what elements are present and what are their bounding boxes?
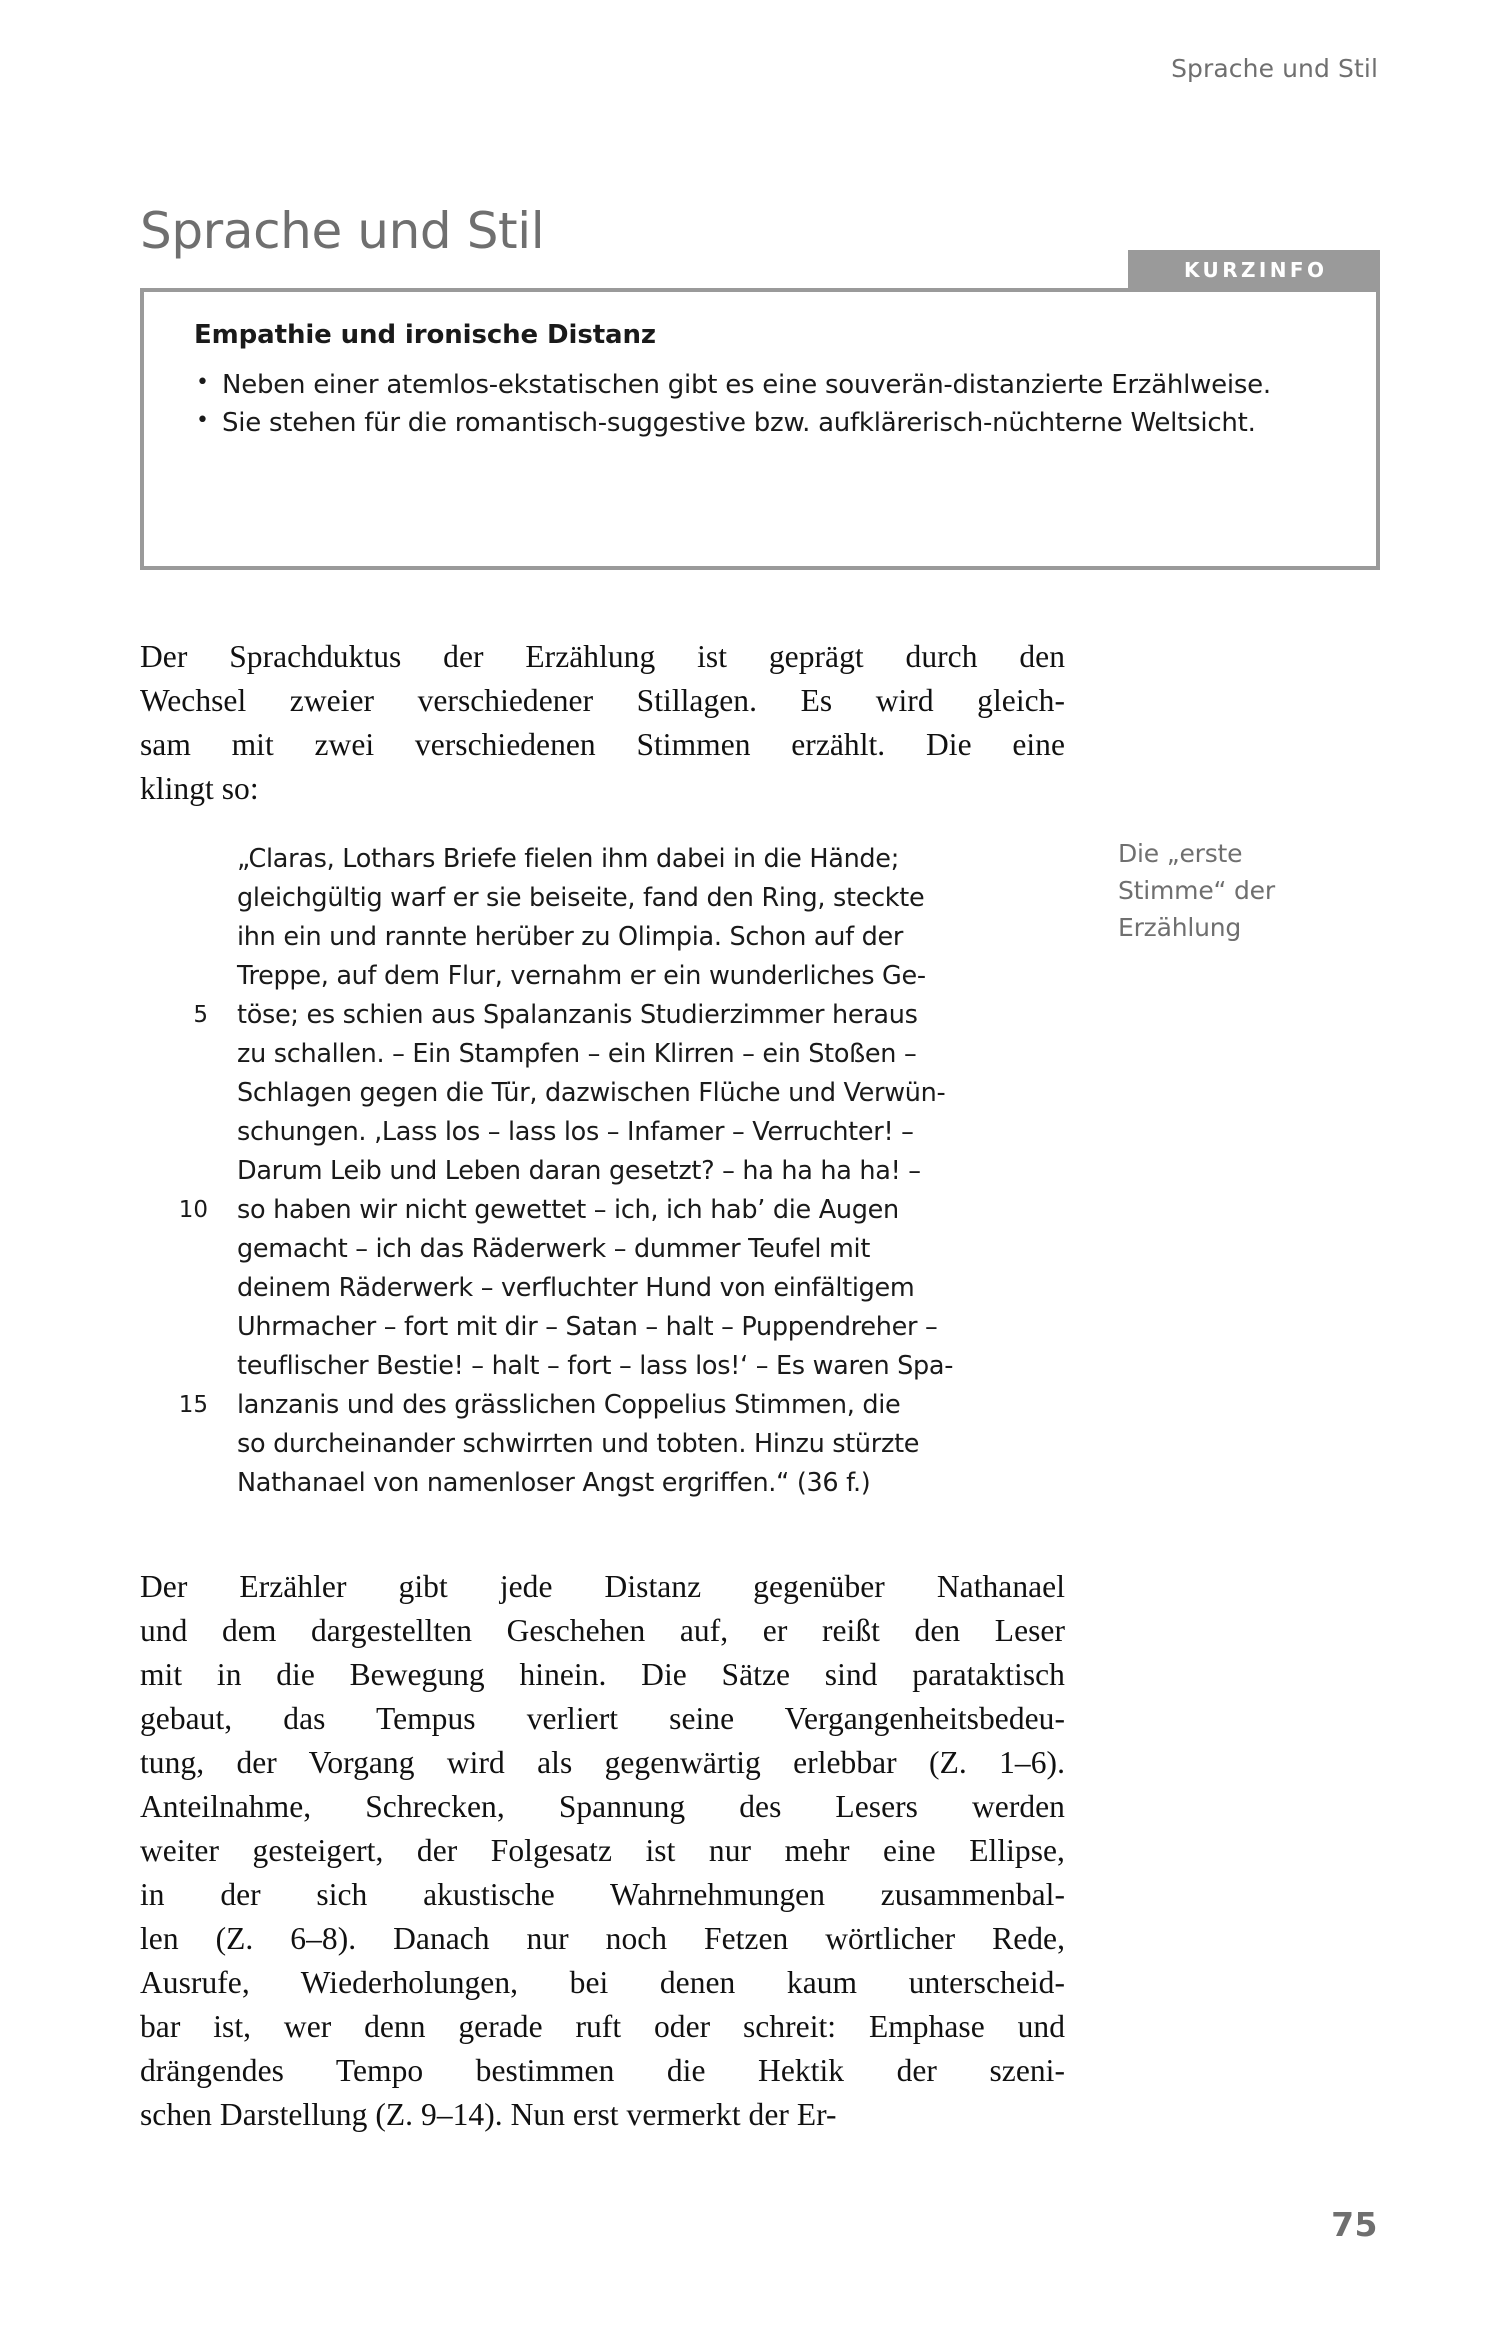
quote-line bbox=[140, 1191, 1070, 1230]
list-item bbox=[194, 406, 1338, 441]
quote-line-number: 15 bbox=[178, 1392, 208, 1418]
quote-line bbox=[140, 1347, 1070, 1386]
text-line: schen Darstellung (Z. 9–14). Nun erst vermerkt der Er- bbox=[140, 2097, 837, 2132]
quote-line-text: teuflischer Bestie! – halt – fort – lass los!‘ – Es waren Spa- bbox=[237, 1351, 954, 1381]
quote-line bbox=[140, 1308, 1070, 1347]
text-line: drängendes Tempo bestimmen die Hektik der szeni- bbox=[140, 2053, 1065, 2088]
margin-note-line: Stimme“ der bbox=[1118, 876, 1275, 905]
quote-line-text: lanzanis und des grässlichen Coppelius Stimmen, die bbox=[237, 1390, 901, 1420]
quote-line bbox=[140, 840, 1070, 879]
quote-line bbox=[140, 879, 1070, 918]
quote-line-text: deinem Räderwerk – verfluchter Hund von einfältigem bbox=[237, 1273, 915, 1303]
kurzinfo-bullet-list bbox=[194, 368, 1338, 442]
quote-line bbox=[140, 1269, 1070, 1308]
margin-note-line: Erzählung bbox=[1118, 913, 1242, 942]
quote-line-text: zu schallen. – Ein Stampfen – ein Klirren – ein Stoßen – bbox=[237, 1039, 917, 1069]
body-paragraph-analysis bbox=[140, 1565, 1065, 2137]
quote-line-text: gleichgültig warf er sie beiseite, fand den Ring, steckte bbox=[237, 883, 925, 913]
list-item-text: Sie stehen für die romantisch-suggestive bzw. aufklärerisch-nüchterne Weltsicht. bbox=[222, 408, 1256, 439]
quote-line bbox=[140, 957, 1070, 996]
text-line: sam mit zwei verschiedenen Stimmen erzählt. Die eine bbox=[140, 727, 1065, 762]
text-line: tung, der Vorgang wird als gegenwärtig erlebbar (Z. 1–6). bbox=[140, 1745, 1065, 1780]
page-number: 75 bbox=[1331, 2205, 1378, 2244]
text-line: bar ist, wer denn gerade ruft oder schreit: Emphase und bbox=[140, 2009, 1065, 2044]
text-line: mit in die Bewegung hinein. Die Sätze sind parataktisch bbox=[140, 1657, 1065, 1692]
quote-line bbox=[140, 1386, 1070, 1425]
margin-note-line: Die „erste bbox=[1118, 839, 1243, 868]
quote-line-text: schungen. ‚Lass los – lass los – Infamer – Verruchter! – bbox=[237, 1117, 914, 1147]
text-line: klingt so: bbox=[140, 771, 259, 806]
margin-note bbox=[1118, 835, 1358, 946]
list-item bbox=[194, 368, 1338, 403]
text-line: weiter gesteigert, der Folgesatz ist nur mehr eine Ellipse, bbox=[140, 1833, 1065, 1868]
kurzinfo-box bbox=[140, 288, 1380, 570]
list-item-text: Neben einer atemlos-ekstatischen gibt es eine souverän-distanzierte Erzählweise. bbox=[222, 370, 1271, 400]
quote-line-text: gemacht – ich das Räderwerk – dummer Teufel mit bbox=[237, 1234, 871, 1264]
text-line: gebaut, das Tempus verliert seine Vergangenheitsbedeu- bbox=[140, 1701, 1065, 1736]
quote-line bbox=[140, 1152, 1070, 1191]
quote-line-text: Nathanael von namenloser Angst ergriffen.“ (36 f.) bbox=[237, 1468, 871, 1498]
quote-line bbox=[140, 918, 1070, 957]
text-line: und dem dargestellten Geschehen auf, er reißt den Leser bbox=[140, 1613, 1065, 1648]
kurzinfo-tab bbox=[1128, 250, 1380, 289]
quote-line-number: 5 bbox=[193, 1002, 208, 1028]
quote-line-number: 10 bbox=[178, 1197, 208, 1223]
quote-line-text: Uhrmacher – fort mit dir – Satan – halt – Puppendreher – bbox=[237, 1312, 938, 1342]
quote-line-text: Treppe, auf dem Flur, vernahm er ein wunderliches Ge- bbox=[237, 961, 926, 991]
quote-line-text: ihn ein und rannte herüber zu Olimpia. Schon auf der bbox=[237, 922, 904, 952]
body-paragraph-intro bbox=[140, 635, 1065, 811]
kurzinfo-box-content bbox=[144, 292, 1376, 442]
quote-line bbox=[140, 1113, 1070, 1152]
quote-line bbox=[140, 1425, 1070, 1464]
running-header: Sprache und Stil bbox=[1171, 54, 1378, 83]
text-line: Wechsel zweier verschiedener Stillagen. Es wird gleich- bbox=[140, 683, 1065, 718]
bullet-icon: • bbox=[196, 408, 209, 434]
quote-line bbox=[140, 1035, 1070, 1074]
quote-line bbox=[140, 996, 1070, 1035]
text-line: Anteilnahme, Schrecken, Spannung des Lesers werden bbox=[140, 1789, 1065, 1824]
quote-line-text: töse; es schien aus Spalanzanis Studierzimmer heraus bbox=[237, 1000, 918, 1030]
quote-line bbox=[140, 1230, 1070, 1269]
quote-line-text: so haben wir nicht gewettet – ich, ich hab’ die Augen bbox=[237, 1195, 899, 1225]
quote-line-text: Darum Leib und Leben daran gesetzt? – ha ha ha ha! – bbox=[237, 1156, 921, 1186]
bullet-icon: • bbox=[196, 370, 209, 395]
text-line: len (Z. 6–8). Danach nur noch Fetzen wörtlicher Rede, bbox=[140, 1921, 1065, 1956]
text-line: in der sich akustische Wahrnehmungen zusammenbal- bbox=[140, 1877, 1065, 1912]
quotation-block bbox=[140, 840, 1070, 1503]
text-line: Der Erzähler gibt jede Distanz gegenüber Nathanael bbox=[140, 1569, 1065, 1604]
kurzinfo-tab-label: KURZINFO bbox=[1184, 257, 1328, 282]
quote-line bbox=[140, 1074, 1070, 1113]
text-line: Der Sprachduktus der Erzählung ist geprägt durch den bbox=[140, 639, 1065, 674]
quote-line-text: so durcheinander schwirrten und tobten. Hinzu stürzte bbox=[237, 1429, 920, 1459]
kurzinfo-box-title: Empathie und ironische Distanz bbox=[194, 320, 656, 350]
quote-line-text: Schlagen gegen die Tür, dazwischen Flüche und Verwün- bbox=[237, 1078, 946, 1108]
page-title: Sprache und Stil bbox=[140, 201, 545, 260]
quote-line bbox=[140, 1464, 1070, 1503]
quote-line-text: „Claras, Lothars Briefe fielen ihm dabei in die Hände; bbox=[237, 844, 899, 874]
text-line: Ausrufe, Wiederholungen, bei denen kaum unterscheid- bbox=[140, 1965, 1065, 2000]
